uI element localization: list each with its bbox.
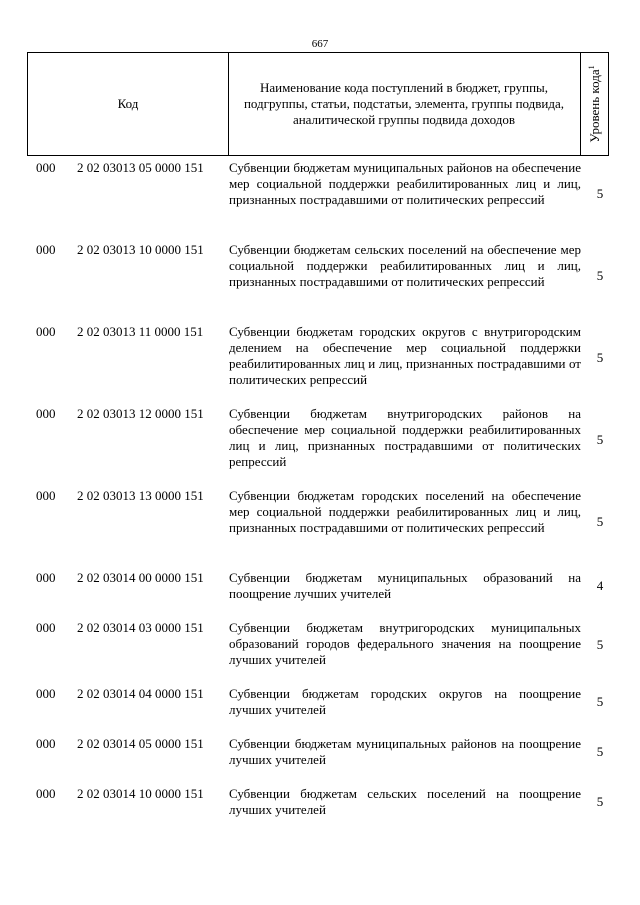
row-level: 5 (596, 637, 604, 652)
row-level: 5 (596, 350, 604, 365)
row-code: 2 02 03013 11 0000 151 (77, 324, 204, 339)
row-code: 2 02 03013 10 0000 151 (77, 242, 204, 257)
row-admin-code: 000 (36, 488, 56, 503)
header-level-label: Уровень кода (587, 69, 603, 143)
row-admin-code: 000 (36, 570, 56, 585)
header-level-footnote: 1 (586, 65, 596, 70)
row-name: Субвенции бюджетам муниципальных районов на обеспечение мер социальной поддержки реабилитированных лиц и лиц, признанных пострадавшими от политических репрессий (229, 160, 581, 207)
row-level: 5 (596, 694, 604, 709)
row-admin-code: 000 (36, 620, 56, 635)
row-level: 5 (596, 268, 604, 283)
row-name: Субвенции бюджетам внутригородских районов на обеспечение мер социальной поддержки реабилитированных лиц и лиц, признанных пострадавшими от политических репрессий (229, 406, 581, 469)
row-level: 5 (596, 186, 604, 201)
header-name: Наименование кода поступлений в бюджет, группы, подгруппы, статьи, подстатьи, элемента, группы подвида, аналитической группы подвида доходов (243, 80, 565, 127)
row-admin-code: 000 (36, 686, 56, 701)
row-name: Субвенции бюджетам городских округов с внутригородским делением на обеспечение мер социальной поддержки реабилитированных лиц и лиц, признанных пострадавшими от политических репрессий (229, 324, 581, 387)
header-code: Код (117, 96, 139, 111)
row-level: 5 (596, 744, 604, 759)
row-code: 2 02 03013 13 0000 151 (77, 488, 204, 503)
row-admin-code: 000 (36, 242, 56, 257)
row-level: 5 (596, 794, 604, 809)
row-admin-code: 000 (36, 406, 56, 421)
row-level: 5 (596, 432, 604, 447)
row-admin-code: 000 (36, 160, 56, 175)
row-code: 2 02 03014 05 0000 151 (77, 736, 204, 751)
row-name: Субвенции бюджетам внутригородских муниципальных образований городов федерального значения на поощрение лучших учителей (229, 620, 581, 667)
row-level: 4 (596, 578, 604, 593)
row-code: 2 02 03013 05 0000 151 (77, 160, 204, 175)
row-name: Субвенции бюджетам муниципальных районов на поощрение лучших учителей (229, 736, 581, 767)
row-admin-code: 000 (36, 786, 56, 801)
row-admin-code: 000 (36, 736, 56, 751)
row-admin-code: 000 (36, 324, 56, 339)
table-header (27, 52, 609, 156)
row-name: Субвенции бюджетам сельских поселений на обеспечение мер социальной поддержки реабилитированных лиц и лиц, признанных пострадавшими от политических репрессий (229, 242, 581, 289)
page-number: 667 (311, 38, 329, 50)
row-code: 2 02 03014 03 0000 151 (77, 620, 204, 635)
row-code: 2 02 03013 12 0000 151 (77, 406, 204, 421)
row-name: Субвенции бюджетам городских округов на поощрение лучших учителей (229, 686, 581, 717)
row-code: 2 02 03014 00 0000 151 (77, 570, 204, 585)
row-code: 2 02 03014 10 0000 151 (77, 786, 204, 801)
row-name: Субвенции бюджетам городских поселений на обеспечение мер социальной поддержки реабилитированных лиц и лиц, признанных пострадавшими от политических репрессий (229, 488, 581, 535)
header-level (580, 53, 610, 155)
row-name: Субвенции бюджетам муниципальных образований на поощрение лучших учителей (229, 570, 581, 601)
header-level-text (587, 65, 603, 142)
row-name: Субвенции бюджетам сельских поселений на поощрение лучших учителей (229, 786, 581, 817)
row-level: 5 (596, 514, 604, 529)
row-code: 2 02 03014 04 0000 151 (77, 686, 204, 701)
